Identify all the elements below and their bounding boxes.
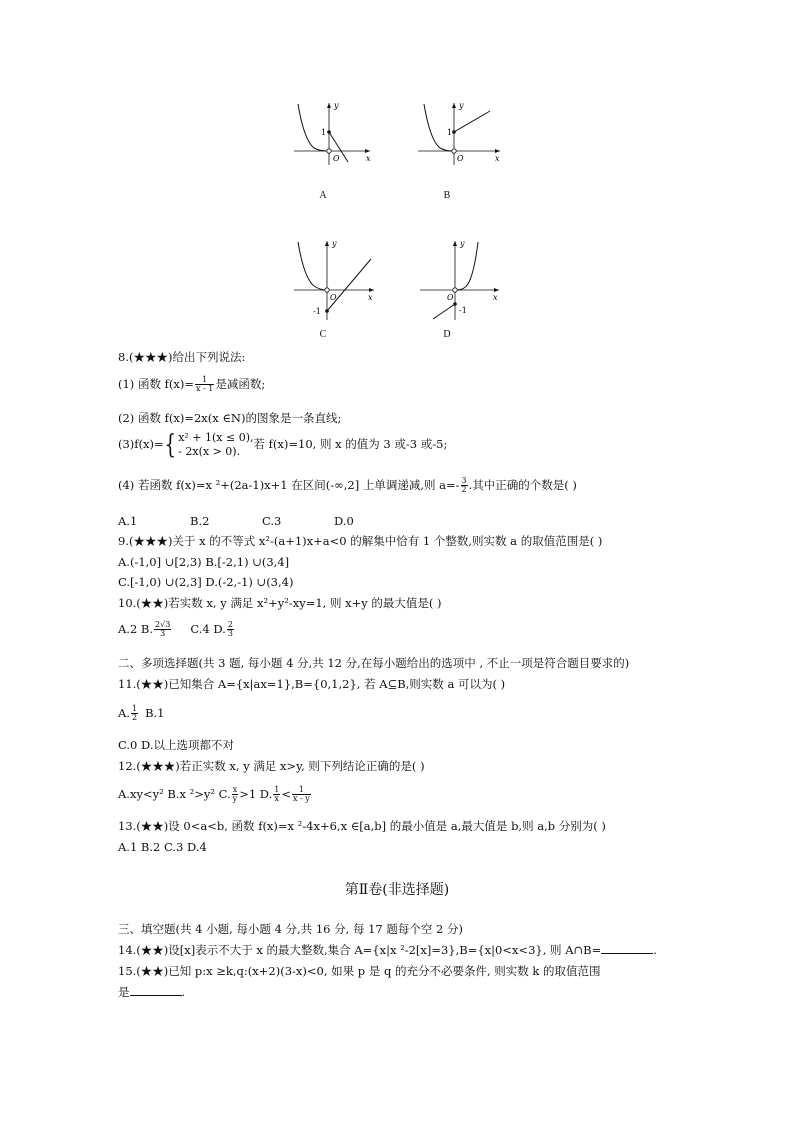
q10-opt-a: A.2 B. [118, 621, 154, 636]
denominator: 2 [131, 713, 138, 723]
q10-opt-c: C.4 D. [190, 621, 226, 636]
q13-title: 13.(★★)设 0<a<b, 函数 f(x)=x ²-4x+6,x ∈[a,b] 的最小值是 a,最大值是 b,则 a,b 分别为( ) [118, 819, 606, 833]
q8-s3-pre: (3)f(x)= [118, 436, 164, 451]
q8-s3-post: 若 f(x)=10, 则 x 的值为 3 或-3 或-5; [253, 436, 448, 451]
y-label: y [459, 101, 464, 110]
less-than: < [281, 786, 291, 801]
q8-title: 8.(★★★)给出下列说法: [118, 350, 246, 364]
numerator: x [232, 785, 238, 794]
section-2-heading: 二、多项选择题(共 3 题, 每小题 4 分,共 12 分,在每小题给出的选项中 , 不止一项是符合题目要求的) [118, 656, 630, 670]
q12-opt-ab: A.xy<y² B.x ²>y² C. [118, 786, 231, 801]
denominator: x - 1 [195, 384, 214, 394]
graph-a-caption: A [319, 190, 327, 201]
y-label: y [332, 239, 337, 248]
option-d: D.0 [334, 514, 354, 528]
denominator: 3 [160, 629, 166, 639]
fraction [273, 786, 280, 804]
origin-label: O [447, 293, 454, 302]
q8-s4-pre: (4) 若函数 f(x)=x ²+(2a-1)x+1 在区间(-∞,2] 上单调递减,则 a=- [118, 477, 460, 492]
case-1: x² + 1(x ≤ 0), [178, 431, 254, 444]
graph-d-caption: D [443, 329, 451, 340]
numerator: 1 [131, 704, 138, 713]
numerator: 2√3 [155, 620, 171, 629]
q12-options [118, 786, 312, 804]
tick-label: -1 [459, 306, 467, 315]
x-label: x [366, 154, 371, 163]
q8-statement-2: (2) 函数 f(x)=2x(x ∈N)的图象是一条直线; [118, 411, 342, 425]
piecewise-cases [178, 431, 253, 459]
tick-label: 1 [321, 128, 327, 137]
option-c: C.3 [262, 514, 282, 528]
numerator: 2 [227, 620, 233, 629]
q12-opt-c-post: >1 D. [239, 786, 273, 801]
q10-title: 10.(★★)若实数 x, y 满足 x²+y²-xy=1, 则 x+y 的最大值是( ) [118, 596, 442, 610]
graph-c [290, 238, 375, 320]
denominator: x - y [293, 794, 310, 804]
curve-left [298, 242, 326, 290]
answer-blank[interactable] [601, 943, 653, 954]
numerator: 3 [461, 476, 467, 485]
option-a: A.1 [118, 514, 138, 528]
q13-options: A.1 B.2 C.3 D.4 [118, 840, 207, 854]
numerator: 1 [292, 786, 311, 795]
q15-line-2 [118, 985, 185, 1000]
x-label: x [495, 154, 500, 163]
denominator: y [232, 794, 238, 804]
fraction [154, 621, 171, 639]
left-brace: { [164, 429, 176, 460]
tick-label: -1 [313, 307, 321, 316]
graph-b [416, 100, 501, 165]
fraction [195, 376, 214, 394]
q9-options-cd: C.[-1,0) ∪(2,3] D.(-2,-1) ∪(3,4) [118, 575, 294, 589]
line-right [454, 111, 490, 132]
case-2: - 2x(x > 0). [178, 444, 241, 458]
origin-label: O [330, 293, 337, 302]
q11-opt-b: B.1 [145, 705, 165, 720]
fraction [292, 786, 311, 804]
graph-b-caption: B [443, 190, 451, 201]
q10-options [118, 621, 235, 639]
section-3-heading: 三、填空题(共 4 小题, 每小题 4 分,共 16 分, 每 17 题每个空 2 分) [118, 922, 464, 936]
curve-right [457, 242, 478, 290]
q8-s1-post: 是减函数; [215, 376, 266, 391]
part-2-title: 第Ⅱ卷(非选择题) [344, 882, 450, 898]
line-right [327, 259, 371, 311]
graph-c-caption: C [319, 329, 327, 340]
q8-s4-post: .其中正确的个数是( ) [468, 477, 577, 492]
q11-options-ab [118, 705, 165, 723]
q11-options-cd: C.0 D.以上选项都不对 [118, 738, 234, 752]
origin-label: O [333, 154, 340, 163]
y-label: y [334, 101, 339, 110]
q15-pre: 是 [118, 985, 130, 999]
y-label: y [460, 239, 465, 248]
origin-label: O [457, 154, 464, 163]
answer-blank[interactable] [130, 985, 182, 996]
q15-end: . [181, 985, 186, 999]
numerator: 1 [195, 376, 214, 385]
q8-options [118, 514, 354, 529]
denominator: 3 [227, 629, 233, 639]
q11-opt-a: A. [118, 705, 130, 720]
fraction [461, 477, 468, 495]
tick-label: 1 [447, 128, 453, 137]
graph-d [418, 238, 500, 320]
x-label: x [368, 293, 373, 302]
fraction [232, 786, 239, 804]
graph-a [290, 100, 370, 165]
q9-options-ab: A.(-1,0] ∪[2,3) B.[-2,1) ∪(3,4] [118, 555, 290, 569]
option-b: B.2 [190, 514, 210, 528]
denominator: x [274, 794, 280, 804]
q15-line-1: 15.(★★)已知 p:x ≥k,q:(x+2)(3-x)<0, 如果 p 是 q 的充分不必要条件, 则实数 k 的取值范围 [118, 964, 601, 978]
q14-text: 14.(★★)设[x]表示不大于 x 的最大整数,集合 A={x|x ²-2[x]=3},B={x|0<x<3}, 则 A∩B= [118, 943, 602, 957]
numerator: 1 [274, 785, 280, 794]
line-left [433, 304, 455, 319]
fraction [227, 621, 234, 639]
denominator: 2 [461, 485, 467, 495]
q8-statement-4 [118, 477, 577, 495]
q11-title: 11.(★★)已知集合 A={x|ax=1},B={0,1,2}, 若 A⊆B,则实数 a 可以为( ) [118, 677, 506, 691]
fraction [131, 705, 138, 723]
q8-statement-1 [118, 376, 265, 394]
x-label: x [493, 293, 498, 302]
q14-end: . [653, 943, 657, 957]
q14 [118, 943, 657, 958]
q9-title: 9.(★★★)关于 x 的不等式 x²-(a+1)x+a<0 的解集中恰有 1 个整数,则实数 a 的取值范围是( ) [118, 534, 603, 548]
q8-s1-pre: (1) 函数 f(x)= [118, 376, 194, 391]
q12-title: 12.(★★★)若正实数 x, y 满足 x>y, 则下列结论正确的是( ) [118, 759, 425, 773]
q8-statement-3 [118, 431, 447, 459]
